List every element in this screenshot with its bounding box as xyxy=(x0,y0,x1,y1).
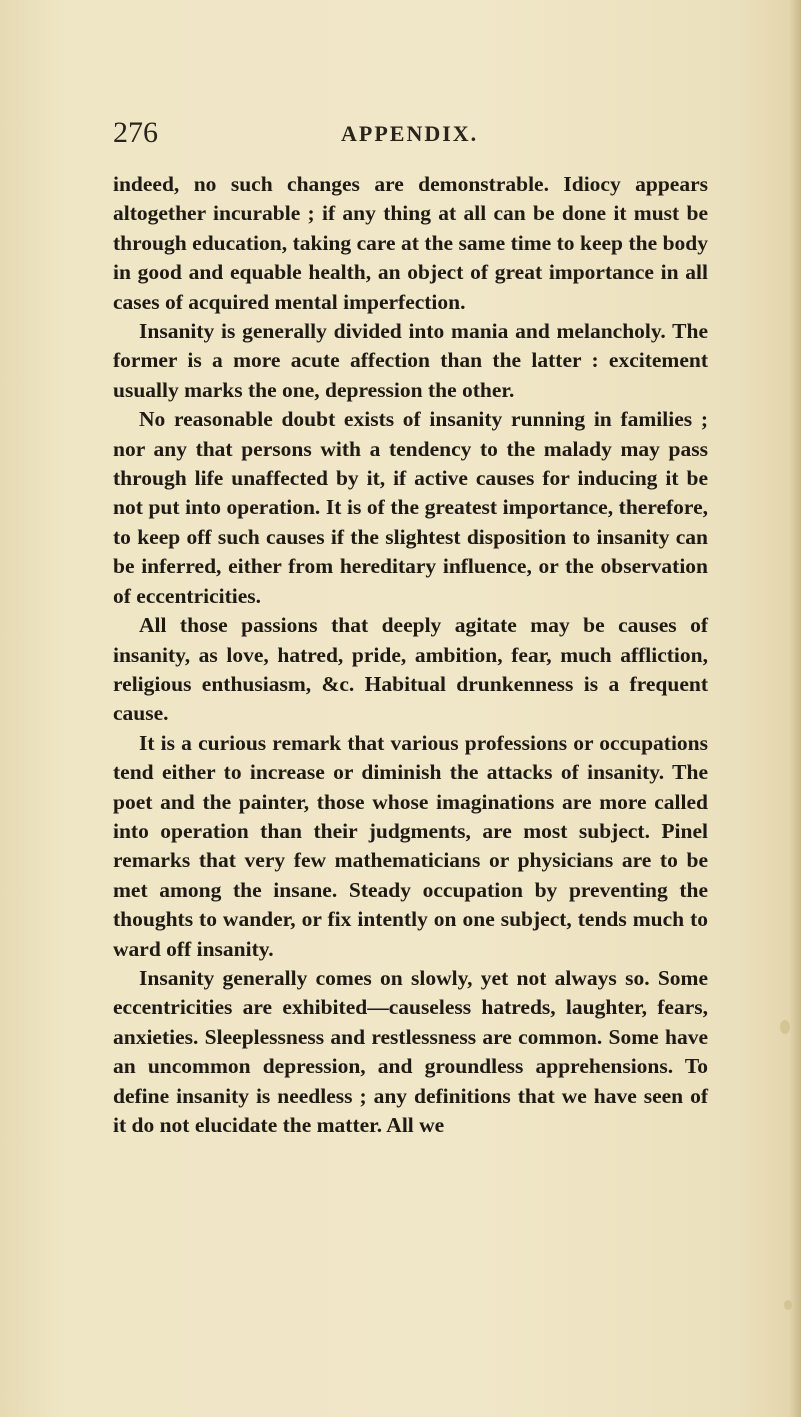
paragraph-professions: It is a curious remark that various professions or occupations tend either to increase or diminish the attacks of insanity. The poet and the painter, those whose imaginations are more called into operation than their judgments, are most subject. Pinel remarks that very few mathematicians or physicians are to be met among the insane. Steady occupation by preventing the thoughts to wander, or fix intently on one subject, tends much to ward off insanity. xyxy=(113,730,708,961)
page-header xyxy=(113,116,713,156)
paragraph-continued: indeed, no such changes are demonstrable. Idiocy appears altogether incurable ; if any thing at all can be done it must be through education, taking care at the same time to keep the body in good and equable health, an object of great importance in all cases of acquired mental imperfection. xyxy=(113,172,708,314)
body-text xyxy=(113,170,708,1140)
paragraph-passions: All those passions that deeply agitate may be causes of insanity, as love, hatred, pride, ambition, fear, much affliction, religious enthusiasm, &c. Habitual drunkenness is a frequent cause. xyxy=(113,613,708,726)
paragraph-onset: Insanity generally comes on slowly, yet not always so. Some eccentricities are exhibited—causeless hatreds, laughter, fears, anxieties. Sleeplessness and restlessness are common. Some have an uncommon depression, and groundless apprehensions. To define insanity is needless ; any definitions that we have seen of it do not elucidate the matter. All we xyxy=(113,965,708,1137)
paper-spot xyxy=(784,1300,792,1310)
page-edge-shadow xyxy=(789,0,801,1417)
paragraph-hereditary: No reasonable doubt exists of insanity running in families ; nor any that persons with a tendency to the malady may pass through life unaffected by it, if active causes for inducing it be not put into operation. It is of the greatest importance, therefore, to keep off such causes if the slightest disposition to insanity can be inferred, either from hereditary influence, or the observation of eccentricities. xyxy=(113,407,708,608)
running-head: APPENDIX. xyxy=(341,121,479,146)
page-number: 276 xyxy=(113,116,158,149)
paper-spot xyxy=(780,1020,790,1034)
paragraph-insanity-division: Insanity is generally divided into mania and melancholy. The former is a more acute affection than the latter : excitement usually marks the one, depression the other. xyxy=(113,319,708,402)
